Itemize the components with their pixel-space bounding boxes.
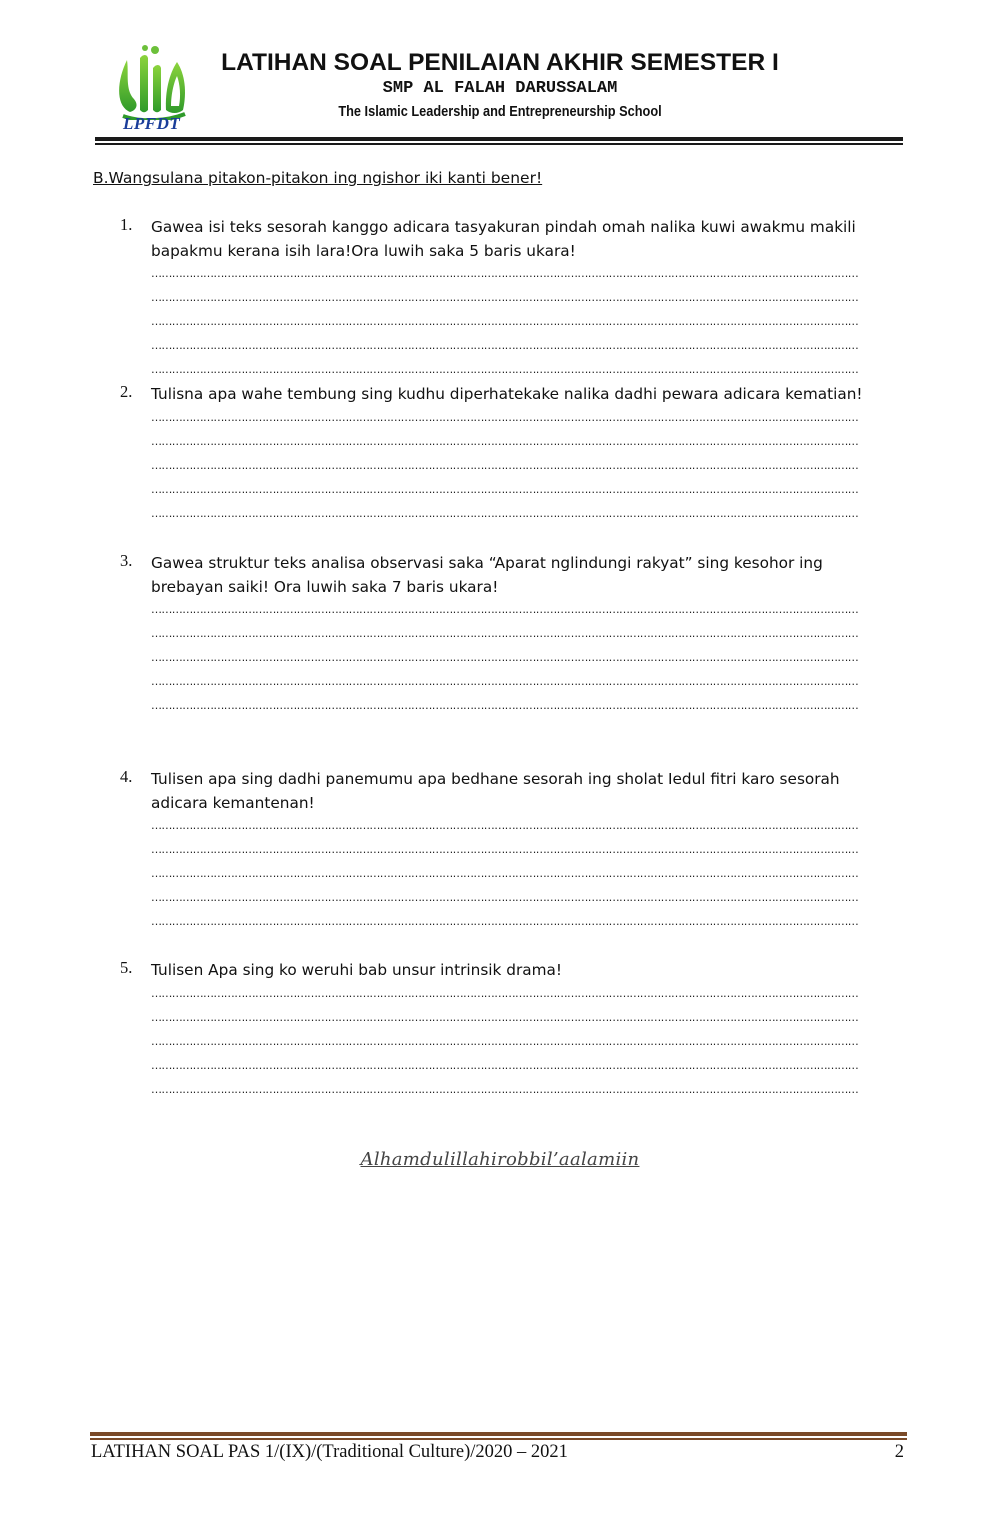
- closing-phrase: Alhamdulillahirobbil’aalamiin: [360, 1149, 640, 1170]
- answer-line[interactable]: ……………………………………………………………………………………………………………………………………………………………………………………: [151, 651, 859, 664]
- question-text: Tulisen Apa sing ko weruhi bab unsur intrinsik drama!: [151, 961, 563, 979]
- answer-line[interactable]: ……………………………………………………………………………………………………………………………………………………………………………………: [151, 987, 859, 1000]
- answer-line[interactable]: ……………………………………………………………………………………………………………………………………………………………………………………: [151, 435, 859, 448]
- answer-line[interactable]: ……………………………………………………………………………………………………………………………………………………………………………………: [151, 507, 859, 520]
- answer-line[interactable]: ……………………………………………………………………………………………………………………………………………………………………………………: [151, 1059, 859, 1072]
- answer-lines-4[interactable]: [151, 814, 896, 934]
- answer-line[interactable]: ……………………………………………………………………………………………………………………………………………………………………………………: [151, 1011, 859, 1024]
- answer-line[interactable]: ……………………………………………………………………………………………………………………………………………………………………………………: [151, 699, 859, 712]
- answer-line[interactable]: ……………………………………………………………………………………………………………………………………………………………………………………: [151, 339, 859, 352]
- question-text: Gawea isi teks sesorah kanggo adicara tasyakuran pindah omah nalika kuwi awakmu makili bapakmu kerana isih lara!Ora luwih saka 5 baris ukara!: [151, 218, 856, 260]
- answer-line[interactable]: ……………………………………………………………………………………………………………………………………………………………………………………: [151, 819, 859, 832]
- answer-line[interactable]: ……………………………………………………………………………………………………………………………………………………………………………………: [151, 843, 859, 856]
- answer-lines-2[interactable]: [151, 406, 896, 526]
- question-number: 2.: [120, 382, 133, 401]
- answer-line[interactable]: ……………………………………………………………………………………………………………………………………………………………………………………: [151, 891, 859, 904]
- answer-line[interactable]: ……………………………………………………………………………………………………………………………………………………………………………………: [151, 867, 859, 880]
- school-logo: [95, 40, 205, 135]
- answer-line[interactable]: ……………………………………………………………………………………………………………………………………………………………………………………: [151, 675, 859, 688]
- answer-lines-1[interactable]: [151, 262, 896, 382]
- answer-line[interactable]: ……………………………………………………………………………………………………………………………………………………………………………………: [151, 483, 859, 496]
- school-name: SMP AL FALAH DARUSSALAM: [382, 79, 618, 98]
- question-number: 3.: [120, 551, 133, 570]
- exam-title: LATIHAN SOAL PENILAIAN AKHIR SEMESTER I: [221, 49, 779, 76]
- answer-line[interactable]: ……………………………………………………………………………………………………………………………………………………………………………………: [151, 627, 859, 640]
- footer-divider-thin: [90, 1438, 907, 1440]
- answer-line[interactable]: ……………………………………………………………………………………………………………………………………………………………………………………: [151, 1083, 859, 1096]
- answer-line[interactable]: ……………………………………………………………………………………………………………………………………………………………………………………: [151, 459, 859, 472]
- answer-line[interactable]: ……………………………………………………………………………………………………………………………………………………………………………………: [151, 915, 859, 928]
- logo-text: LPFDT: [123, 114, 181, 133]
- answer-line[interactable]: ……………………………………………………………………………………………………………………………………………………………………………………: [151, 291, 859, 304]
- footer-divider-thick: [90, 1432, 907, 1436]
- school-tagline: The Islamic Leadership and Entrepreneurship School: [338, 104, 662, 120]
- answer-line[interactable]: ……………………………………………………………………………………………………………………………………………………………………………………: [151, 1035, 859, 1048]
- question-text: Tulisna apa wahe tembung sing kudhu diperhatekake nalika dadhi pewara adicara kematian!: [151, 385, 863, 403]
- answer-lines-3[interactable]: [151, 598, 896, 718]
- question-number: 4.: [120, 767, 133, 786]
- answer-line[interactable]: ……………………………………………………………………………………………………………………………………………………………………………………: [151, 315, 859, 328]
- section-instruction: B.Wangsulana pitakon-pitakon ing ngishor iki kanti bener!: [93, 169, 543, 187]
- question-number: 5.: [120, 958, 133, 977]
- answer-line[interactable]: ……………………………………………………………………………………………………………………………………………………………………………………: [151, 267, 859, 280]
- header-divider-thick: [95, 137, 903, 141]
- answer-line[interactable]: ……………………………………………………………………………………………………………………………………………………………………………………: [151, 411, 859, 424]
- lpfdt-emblem-icon: [95, 40, 205, 120]
- answer-line[interactable]: ……………………………………………………………………………………………………………………………………………………………………………………: [151, 603, 859, 616]
- answer-line[interactable]: ……………………………………………………………………………………………………………………………………………………………………………………: [151, 363, 859, 376]
- answer-lines-5[interactable]: [151, 982, 896, 1102]
- footer-document-code: LATIHAN SOAL PAS 1/(IX)/(Traditional Culture)/2020 – 2021: [91, 1442, 568, 1462]
- header-divider-thin: [95, 143, 903, 145]
- question-number: 1.: [120, 215, 133, 234]
- question-text: Gawea struktur teks analisa observasi saka “Aparat nglindungi rakyat” sing kesohor ing brebayan saiki! Ora luwih saka 7 baris ukara!: [151, 554, 823, 596]
- page-number: 2: [894, 1442, 904, 1462]
- question-text: Tulisen apa sing dadhi panemumu apa bedhane sesorah ing sholat Iedul fitri karo sesorah adicara kemantenan!: [151, 770, 840, 812]
